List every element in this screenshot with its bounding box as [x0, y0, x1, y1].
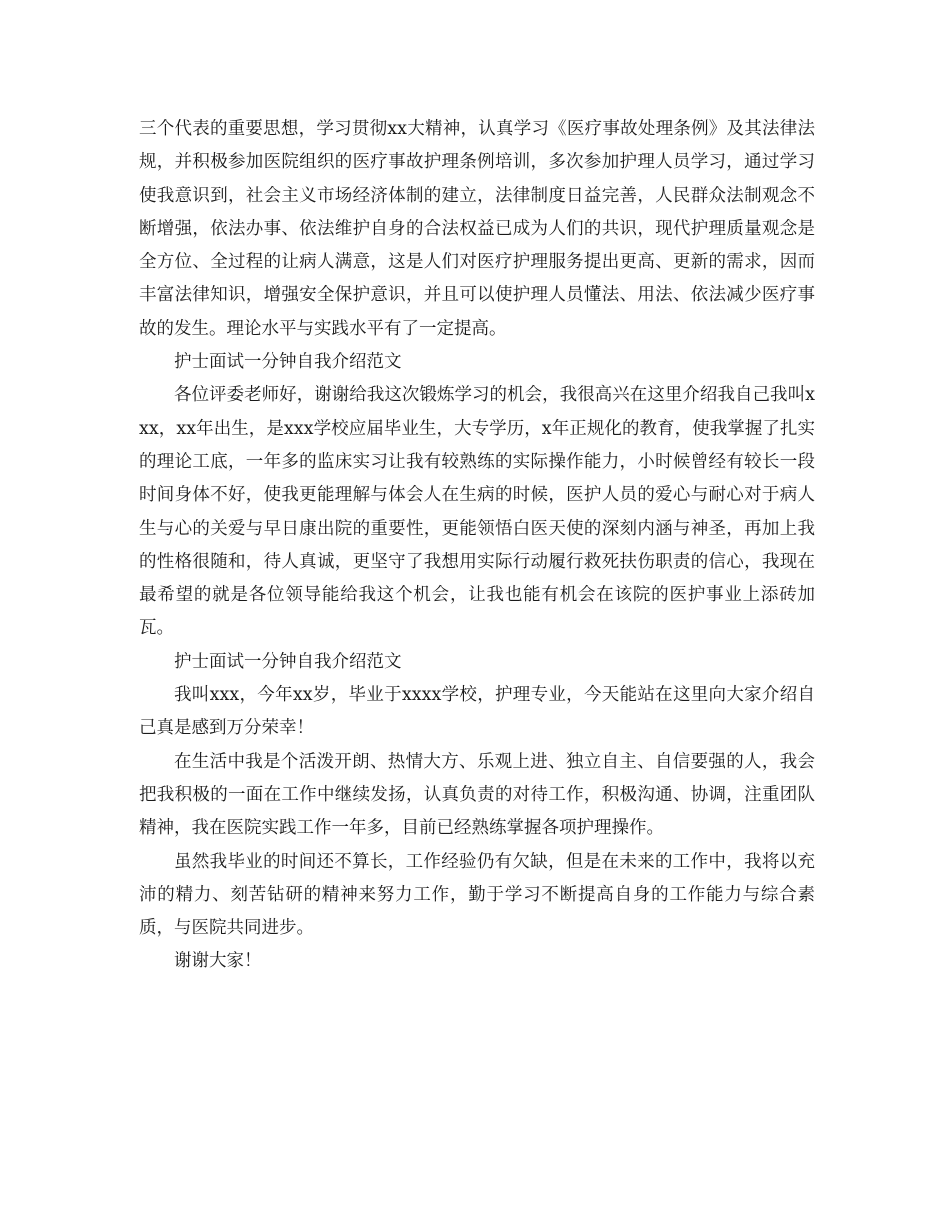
section-heading-1: 护士面试一分钟自我介绍范文: [174, 352, 402, 373]
paragraph-future-work: 虽然我毕业的时间还不算长，工作经验仍有欠缺，但是在未来的工作中，我将以充沛的精力、刻苦钻研的精神来努力工作，勤于学习不断提高自身的工作能力与综合素质，与医院共同进步。: [139, 851, 815, 939]
paragraph-thanks: 谢谢大家！: [174, 951, 262, 972]
paragraph-personality: 在生活中我是个活泼开朗、热情大方、乐观上进、独立自主、自信要强的人，我会把我积极的一面在工作中继续发扬，认真负责的对待工作，积极沟通、协调，注重团队精神，我在医院实践工作一年多，目前已经熟练掌握各项护理操作。: [139, 751, 815, 839]
paragraph-legal-study: 三个代表的重要思想，学习贯彻xx大精神，认真学习《医疗事故处理条例》及其法律法规，并积极参加医院组织的医疗事故护理条例培训，多次参加护理人员学习，通过学习使我意识到，社会主义市场经济体制的建立，法律制度日益完善，人民群众法制观念不断增强，依法办事、依法维护自身的合法权益已成为人们的共识，现代护理质量观念是全方位、全过程的让病人满意，这是人们对医疗护理服务提出更高、更新的需求，因而丰富法律知识，增强安全保护意识，并且可以使护理人员懂法、用法、依法减少医疗事故的发生。理论水平与实践水平有了一定提高。: [139, 119, 815, 339]
document-body: [139, 113, 815, 979]
section-heading-2: 护士面试一分钟自我介绍范文: [174, 651, 402, 672]
paragraph-self-intro-2: 我叫xxx，今年xx岁，毕业于xxxx学校，护理专业，今天能站在这里向大家介绍自己真是感到万分荣幸！: [139, 685, 815, 739]
paragraph-self-intro-1: 各位评委老师好，谢谢给我这次锻炼学习的机会，我很高兴在这里介绍我自己我叫xxx，xx年出生，是xxx学校应届毕业生，大专学历，x年正规化的教育，使我掌握了扎实的理论工底，一年多的监床实习让我有较熟练的实际操作能力，小时候曾经有较长一段时间身体不好，使我更能理解与体会人在生病的时候，医护人员的爱心与耐心对于病人生与心的关爱与早日康出院的重要性，更能领悟白医天使的深刻内涵与神圣，再加上我的性格很随和，待人真诚，更坚守了我想用实际行动履行救死扶伤职责的信心，我现在最希望的就是各位领导能给我这个机会，让我也能有机会在该院的医护事业上添砖加瓦。: [139, 385, 815, 639]
